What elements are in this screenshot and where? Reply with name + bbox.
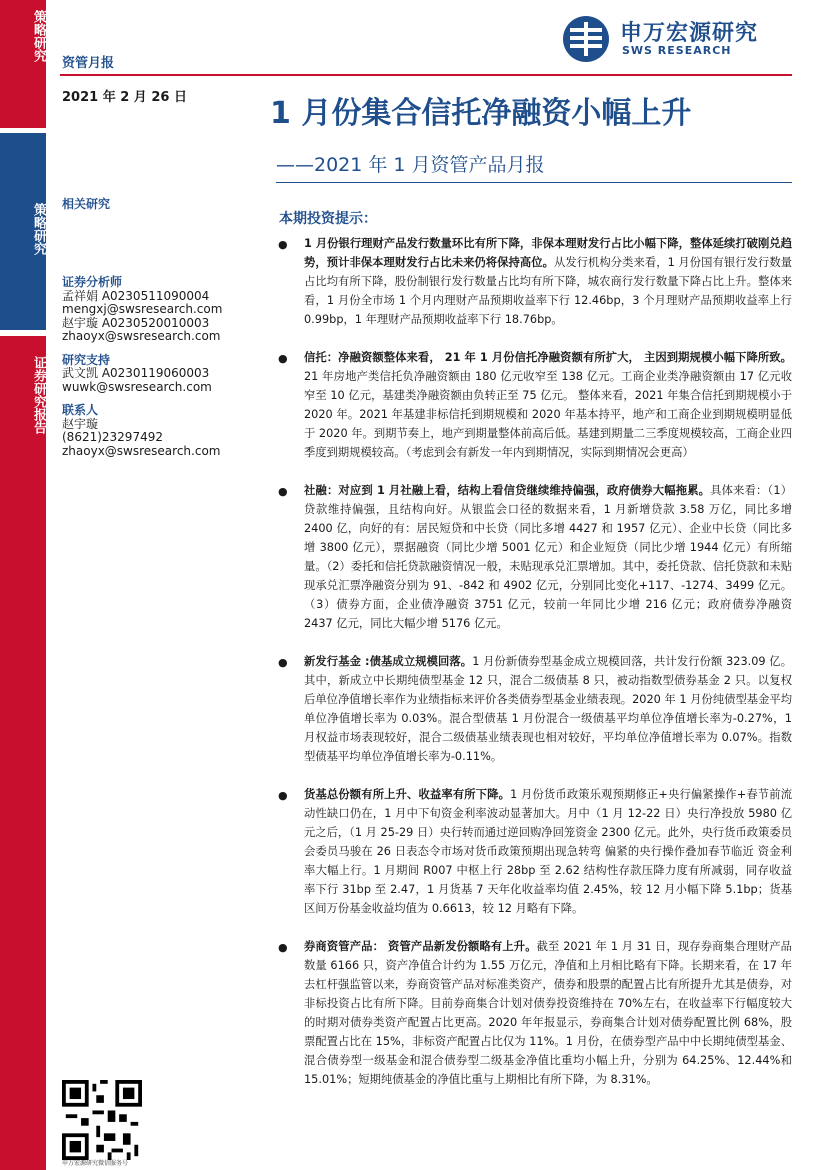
bullet-icon: ● xyxy=(278,238,288,251)
bullet-icon: ● xyxy=(278,789,288,802)
contact-email: zhaoyx@swsresearch.com xyxy=(62,443,221,458)
contact-name: 赵宇璇 xyxy=(62,416,99,431)
contact-phone: (8621)23297492 xyxy=(62,430,163,444)
support-label: 研究支持 xyxy=(62,352,111,367)
qr-caption: 申万宏源研究微信服务号 xyxy=(62,1160,129,1167)
analyst-email: zhaoyx@swsresearch.com xyxy=(62,329,221,343)
support-line: 武文凯 A0230119060003 xyxy=(62,366,210,380)
bullet-icon: ● xyxy=(278,656,288,669)
logo-emblem-icon xyxy=(560,14,612,64)
sidebar-tag-strategy-2: 策略研究 xyxy=(0,133,46,330)
logo-text-en: SWS RESEARCH xyxy=(622,44,732,57)
sidebar xyxy=(0,0,46,1170)
sidebar-tag-report: 证券研究报告 xyxy=(0,336,46,1170)
related-research-label: 相关研究 xyxy=(62,197,111,211)
analyst-email: mengxj@swsresearch.com xyxy=(62,302,223,316)
logo-text-cn: 申万宏源研究 xyxy=(620,21,759,46)
list-item: ● 货基总份额有所上升、收益率有所下降。1 月份货币政策乐观预期修正+央行偏紧操作+春节前流动性缺口仍在，1 月中下旬资金利率波动显著加大。月中（1 月 12-22 日）央行净投放 5980 亿元之后，（1 月 25-29 日）央行转而通过逆回购净回笼资金 2300 亿元。此外，央行货币政策委员会委员马骏在 26 日表态令市场对货币政策预期出现急转弯 偏紧的央行操作叠加春节临近 资金利率大幅上行。1 月期间 R007 中枢上行 28bp 至 2.62 结构性存款压降力度有所减弱，同存收益率下行 31bp 至 2.47，1 月货基 7 天年化收益率均值 2.45%，较 12 月小幅下降 5.1bp；货基区间万份基金收益均值为 0.6613，较 12 月略有下降。 xyxy=(278,788,792,915)
report-date: 2021 年 2 月 26 日 xyxy=(62,90,187,105)
page-title: 1 月份集合信托净融资小幅上升 xyxy=(270,96,692,131)
analyst-label: 证券分析师 xyxy=(62,275,123,289)
investment-hints-list xyxy=(272,234,792,1108)
header-divider xyxy=(60,74,792,76)
left-info-column xyxy=(62,198,262,468)
bullet-icon: ● xyxy=(278,352,288,365)
analyst-section xyxy=(62,276,262,344)
page-subtitle: ——2021 年 1 月资管产品月报 xyxy=(276,154,545,176)
support-section xyxy=(62,354,262,395)
list-item: ● 新发行基金 :债基成立规模回落。1 月份新债券型基金成立规模回落，共计发行份额 323.09 亿。其中，新成立中长期纯债型基金 12 只，混合二级债基 8 只，被动指数型债券基金 2 只。以复权后单位净值增长率作为业绩指标来评价各类债券型基金业绩表现。2020 年 1 月份纯债型基金平均单位净值增长率为 0.03%。混合型债基 1 月份混合一级债基平均单位净值增长率为-0.27%，1 月权益市场表现较好，混合二级债基业绩表现也相对较好，平均单位净值增长率为 0.07%。指数型债基平均单位净值增长率为-0.11%。 xyxy=(278,655,792,763)
report-type: 资管月报 xyxy=(62,56,115,71)
sidebar-tag-strategy: 策略研究 xyxy=(0,0,46,128)
analyst-line: 孟祥娟 A0230511090004 xyxy=(62,288,210,303)
list-item: ● 1 月份银行理财产品发行数量环比有所下降，非保本理财发行占比小幅下降，整体延续打破刚兑趋势，预计非保本理财发行占比未来仍将保持高位。从发行机构分类来看，1 月份国有银行发行数量占比均有所下降，股份制银行发行数量占比均有所下降，城农商行发行数量下降占比上升。整体来看，1 月份全市场 1 个月内理财产品预期收益率下行 12.46bp，3 个月理财产品预期收益率上行 0.99bp，1 年理财产品预期收益率下行 18.76bp。 xyxy=(278,237,792,326)
contact-section xyxy=(62,404,262,458)
title-divider xyxy=(276,182,792,183)
list-item: ● 信托：净融资额整体来看， 21 年 1 月份信托净融资额有所扩大， 主因到期规模小幅下降所致。21 年房地产类信托负净融资额由 180 亿元收窄至 138 亿元。工商企业类净融资额由 17 亿元收窄至 10 亿元，基建类净融资额由负转正至 75 亿元。 整体来看，2021 年集合信托到期规模小于 2020 年。2021 年基建非标信托到期规模和 2020 年基本持平，地产和工商企业到期规模明显低于 2020 年。到期节奏上，地产到期量整体前高后低。基建到期量二三季度规模较高，工商企业四季度到期规模较高。（考虑到会有新发一年内到期情况，实际到期情况会更高） xyxy=(278,351,792,459)
support-email: wuwk@swsresearch.com xyxy=(62,379,212,394)
qr-code-icon[interactable] xyxy=(62,1080,142,1160)
investment-hints-title: 本期投资提示： xyxy=(279,211,377,227)
contact-label: 联系人 xyxy=(62,403,99,417)
list-item: ● 券商资管产品： 资管产品新发份额略有上升。截至 2021 年 1 月 31 日，现存券商集合理财产品数量 6166 只，资产净值合计约为 1.55 万亿元，净值和上月相比略有下降。长期来看，在 17 年去杠杆强监管以来，券商资管产品对标准类资产，债券和股票的配置占比有所提升尤其是债券，对非标投资占比有所下降。目前券商集合计划对债券投资维持在 70%左右，在收益率下行幅度较大的时期对债券类资产配置占比更高。2020 年年报显示，券商集合计划对债券配置比例 68%，股票配置占比在 15%，非标资产配置占比仅为 11%。1 月份，在债券型产品中中长期纯债型基金、混合债券型一级基金和混合债券型二级基金净值比重均小幅上升，分别为 64.25%、12.44%和 15.01%；短期纯债基金的净值比重与上期相比有所下降，为 8.31%。 xyxy=(278,940,792,1086)
analyst-line: 赵宇璇 A0230520010003 xyxy=(62,315,210,330)
bullet-icon: ● xyxy=(278,485,288,498)
company-logo xyxy=(560,14,785,64)
list-item: ● 社融：对应到 1 月社融上看，结构上看信贷继续维持偏强，政府债券大幅拖累。具体来看：（1）贷款维持偏强，且结构向好。从银监会口径的数据来看，1 月新增贷款 3.58 万亿，同比多增 2400 亿，向好的有：居民短贷和中长贷（同比多增 4427 和 1957 亿元）、企业中长贷（同比多增 3800 亿元），票据融资（同比少增 5001 亿元）和企业短贷（同比少增 1944 亿元）有所缩量。（2）委托和信托贷款融资情况一般，未贴现承兑汇票增加。其中，委托贷款、信托贷款和未贴现承兑汇票净融资分别为 91、-842 和 4902 亿元，分别同比变化+117、-1274、3499 亿元。（3）债券方面，企业债净融资 3751 亿元，较前一年同比少增 216 亿元；政府债券净融资 2437 亿元，同比大幅少增 5176 亿元。 xyxy=(278,484,792,630)
bullet-icon: ● xyxy=(278,941,288,954)
